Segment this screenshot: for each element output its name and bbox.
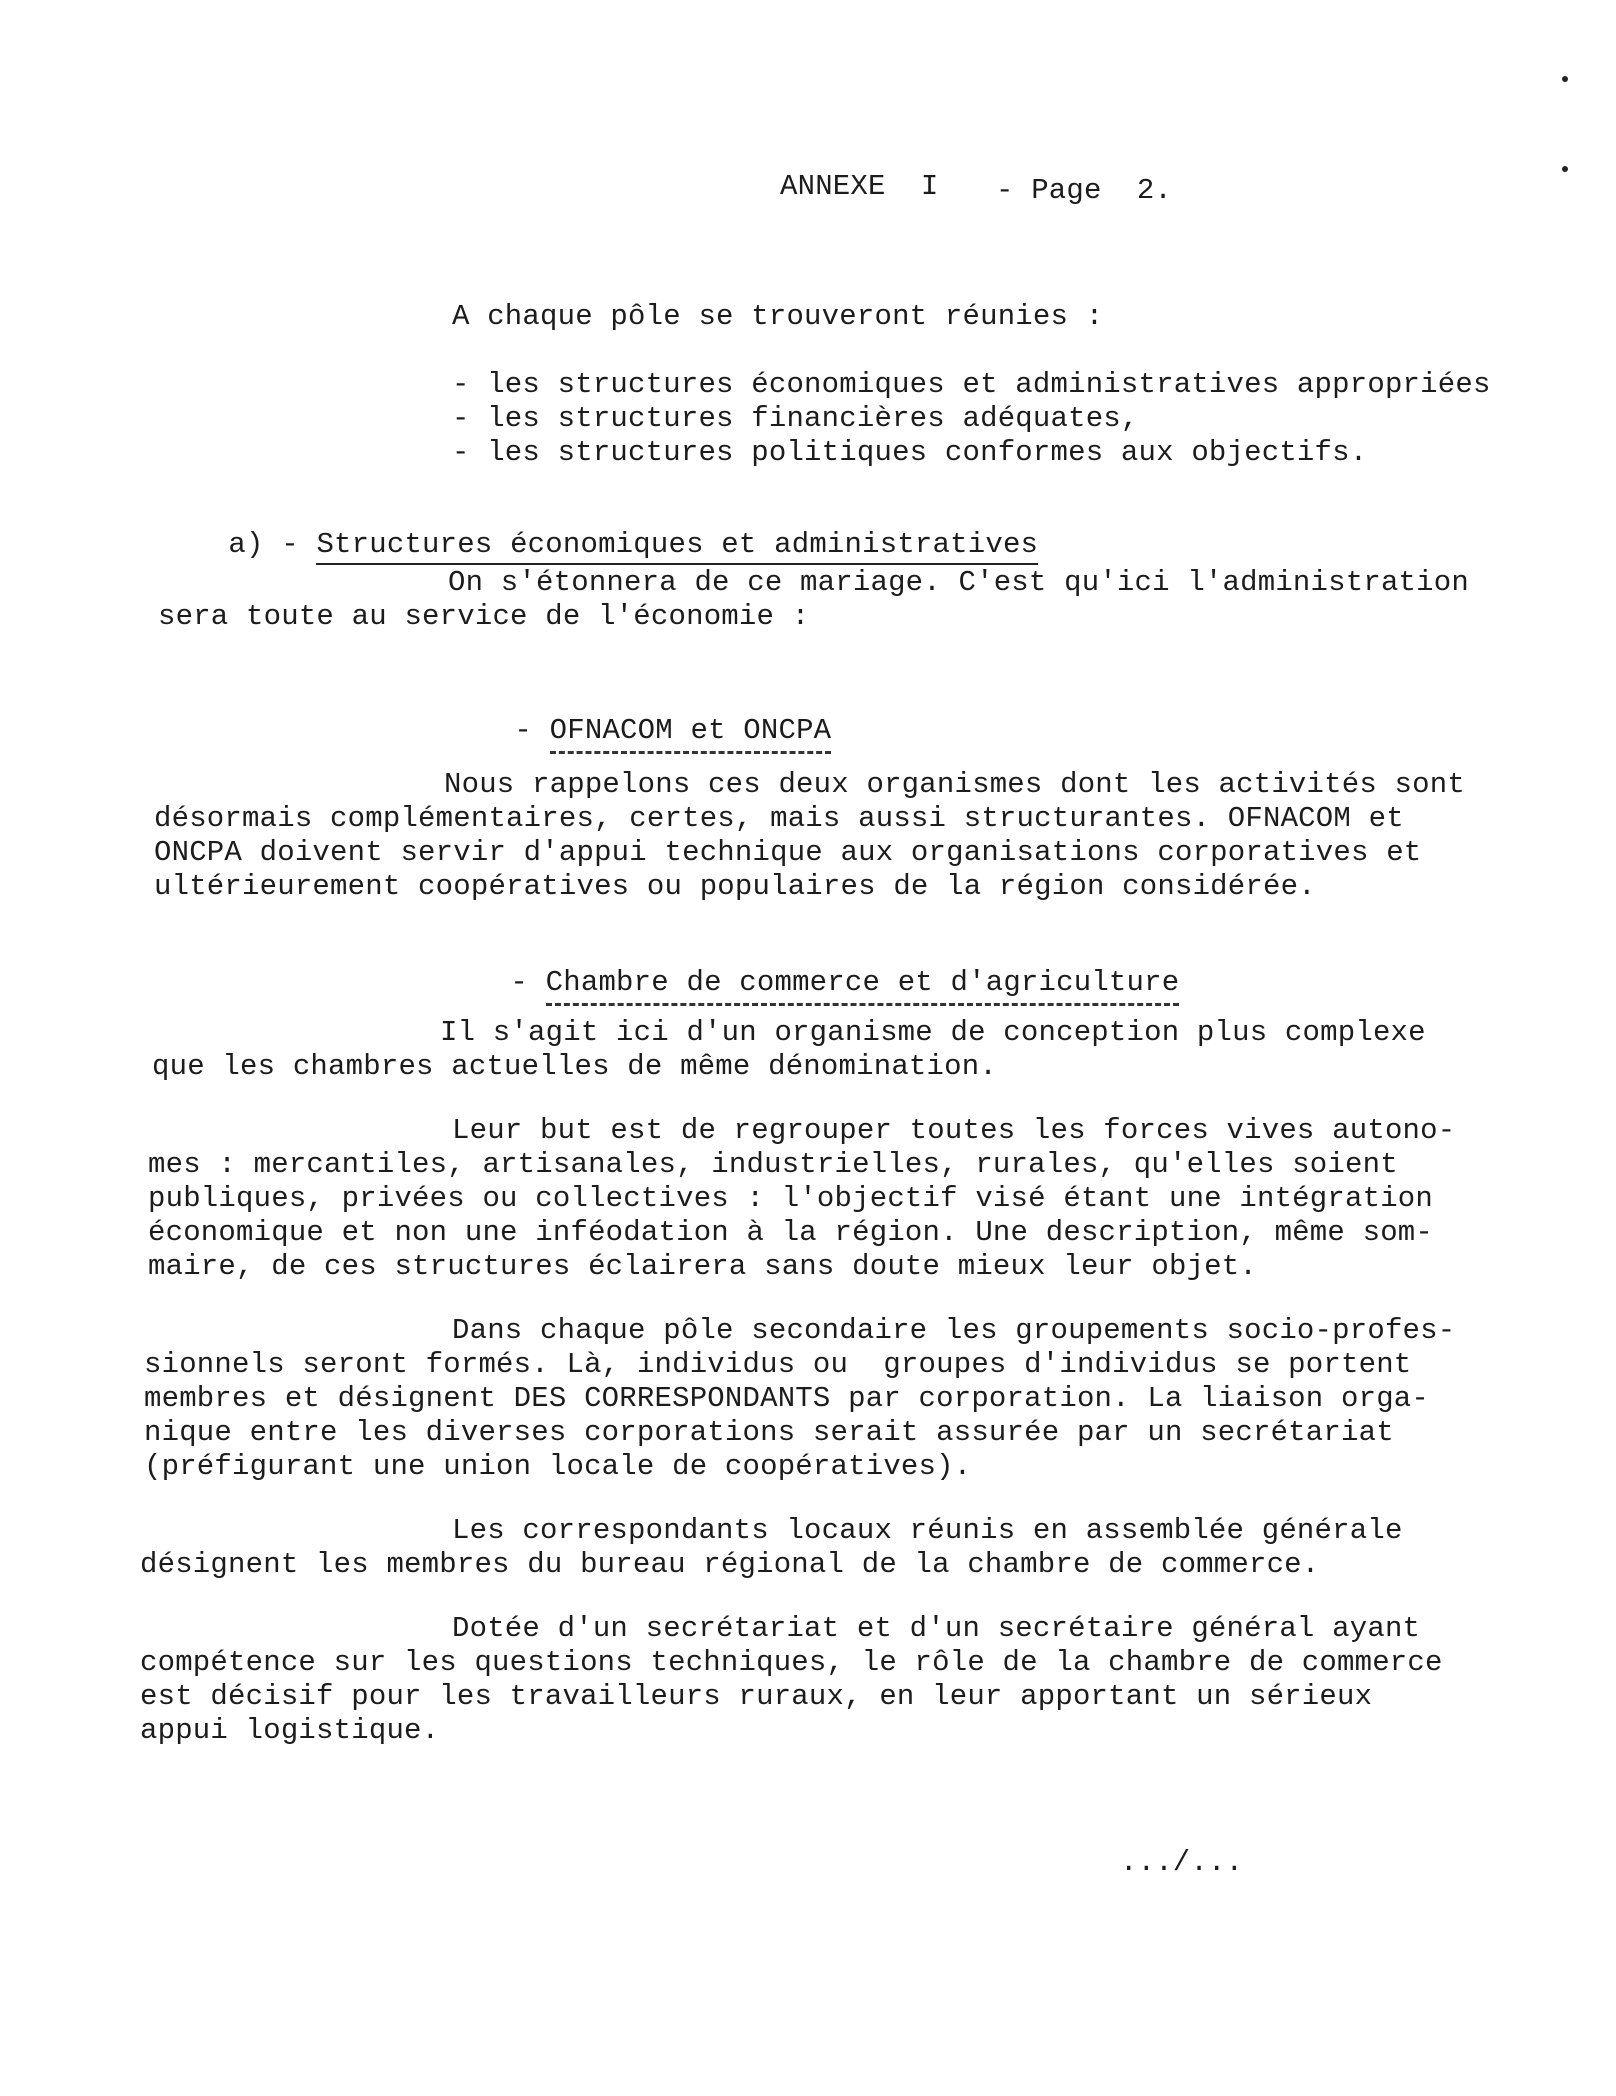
paragraph-line: Dans chaque pôle secondaire les groupements socio-profes- [452, 1314, 1456, 1347]
paragraph-line: Leur but est de regrouper toutes les forces vives autono- [452, 1114, 1456, 1147]
subsection-prefix: - [514, 714, 550, 747]
paragraph-line: Il s'agit ici d'un organisme de conception plus complexe [440, 1016, 1426, 1049]
paragraph-line: (préfigurant une union locale de coopératives). [144, 1450, 972, 1483]
paragraph-line: que les chambres actuelles de même dénomination. [152, 1050, 997, 1083]
punch-mark-top [1562, 76, 1568, 82]
paragraph-line: est décisif pour les travailleurs ruraux, en leur apportant un sérieux [140, 1680, 1373, 1713]
paragraph-line: Les correspondants locaux réunis en assemblée générale [452, 1514, 1403, 1547]
section-a-prefix: a) - [228, 528, 317, 561]
page-number: - Page 2. [996, 174, 1173, 207]
subsection-ofnacom-title: OFNACOM et ONCPA [550, 714, 832, 754]
paragraph-line: sera toute au service de l'économie : [158, 600, 810, 633]
annex-label: ANNEXE I [780, 170, 939, 203]
intro-item: - les structures politiques conformes aux objectifs. [452, 436, 1368, 469]
paragraph-line: On s'étonnera de ce mariage. C'est qu'ici l'administration [448, 566, 1469, 599]
subsection-chambre-title: Chambre de commerce et d'agriculture [546, 966, 1180, 1006]
paragraph-line: maire, de ces structures éclairera sans doute mieux leur objet. [148, 1250, 1257, 1283]
paragraph-line: sionnels seront formés. Là, individus ou groupes d'individus se portent [144, 1348, 1412, 1381]
continuation-mark: .../... [1120, 1846, 1244, 1879]
punch-mark-second [1562, 166, 1568, 172]
intro-lead: A chaque pôle se trouveront réunies : [452, 300, 1104, 333]
paragraph-line: désormais complémentaires, certes, mais aussi structurantes. OFNACOM et [154, 802, 1404, 835]
paragraph-line: membres et désignent DES CORRESPONDANTS par corporation. La liaison orga- [144, 1382, 1430, 1415]
paragraph-line: Nous rappelons ces deux organismes dont les activités sont [444, 768, 1465, 801]
subsection-ofnacom-heading [444, 680, 831, 782]
paragraph-line: ultérieurement coopératives ou populaires de la région considérée. [154, 870, 1316, 903]
paragraph-line: ONCPA doivent servir d'appui technique aux organisations corporatives et [154, 836, 1422, 869]
subsection-prefix: - [510, 966, 546, 999]
paragraph-line: compétence sur les questions techniques, le rôle de la chambre de commerce [140, 1646, 1443, 1679]
paragraph-line: publiques, privées ou collectives : l'objectif visé étant une intégration [148, 1182, 1434, 1215]
intro-item: - les structures financières adéquates, [452, 402, 1139, 435]
paragraph-line: mes : mercantiles, artisanales, industrielles, rurales, qu'elles soient [148, 1148, 1398, 1181]
intro-item: - les structures économiques et administratives appropriées [452, 368, 1491, 401]
paragraph-line: économique et non une inféodation à la région. Une description, même som- [148, 1216, 1434, 1249]
paragraph-line: appui logistique. [140, 1714, 440, 1747]
paragraph-line: Dotée d'un secrétariat et d'un secrétaire général ayant [452, 1612, 1421, 1645]
section-a-title: Structures économiques et administratives [316, 528, 1038, 565]
paragraph-line: nique entre les diverses corporations serait assurée par un secrétariat [144, 1416, 1394, 1449]
paragraph-line: désignent les membres du bureau régional de la chambre de commerce. [140, 1548, 1320, 1581]
